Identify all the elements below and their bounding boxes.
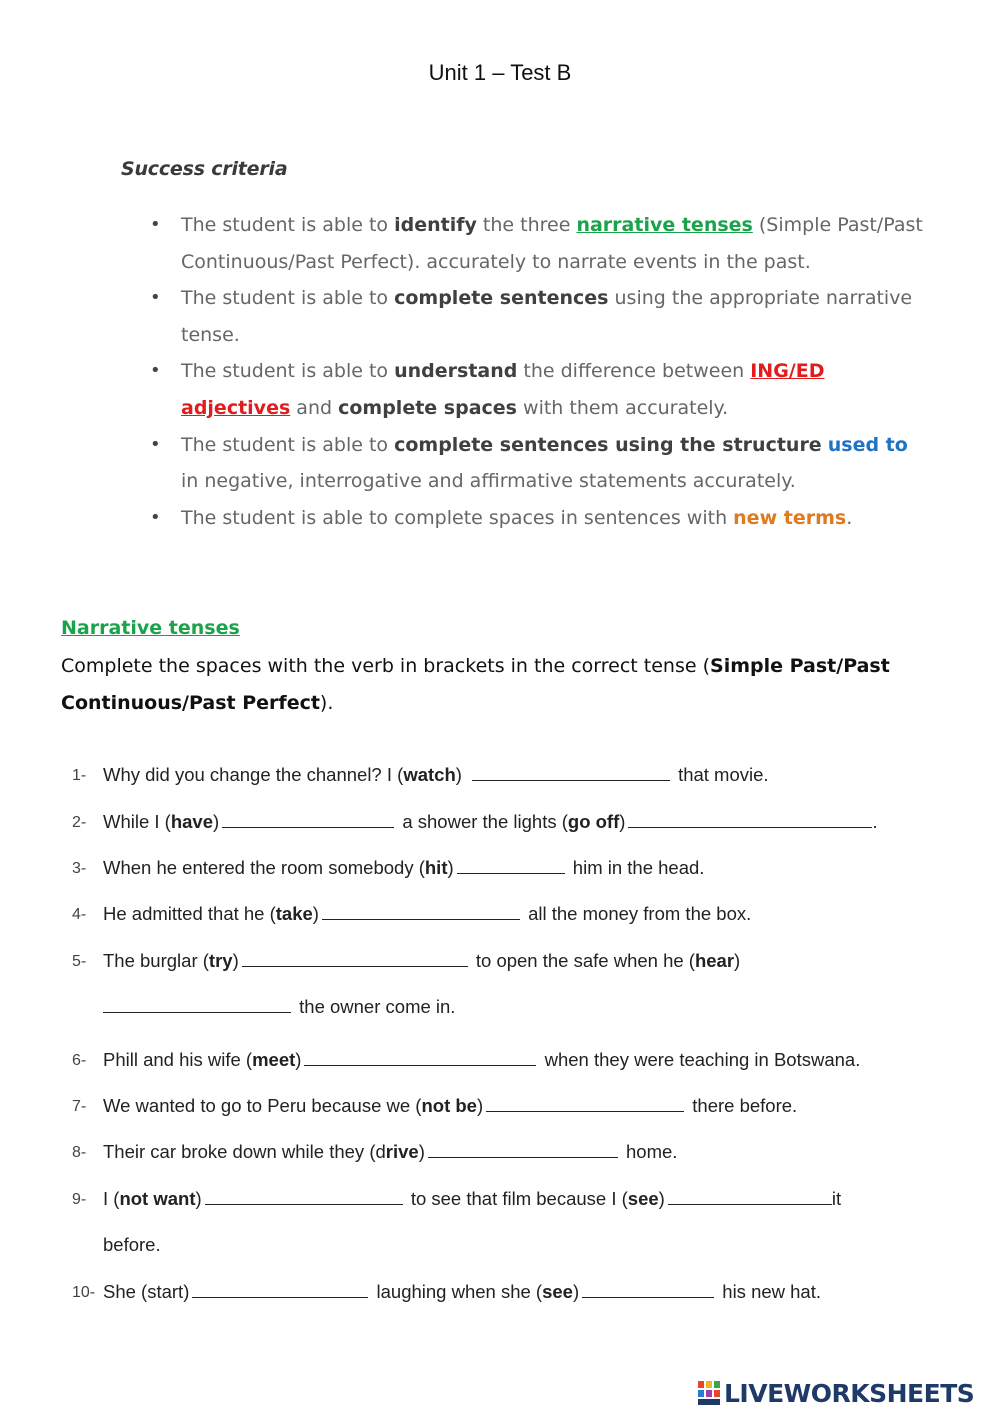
question-text: Phill and his wife (: [103, 1049, 253, 1070]
answer-blank[interactable]: [304, 1051, 536, 1066]
answer-blank[interactable]: [668, 1190, 832, 1205]
criteria-text: with them accurately.: [516, 396, 729, 419]
criteria-text: The student is able to: [181, 433, 395, 456]
answer-blank[interactable]: [428, 1143, 618, 1158]
criteria-text: The student is able to: [181, 360, 395, 383]
question-number: 10-: [72, 1284, 96, 1301]
success-criteria-list: [150, 207, 930, 536]
question-text: The burglar (: [103, 950, 209, 971]
criteria-text: .: [846, 506, 853, 529]
question-text: While I (: [103, 811, 171, 832]
question-text: his new hat.: [722, 1281, 822, 1302]
answer-blank[interactable]: [192, 1283, 368, 1298]
question-text: home.: [626, 1141, 678, 1162]
question-text: when they were teaching in Botswana.: [544, 1049, 861, 1070]
question-text: ): [195, 1188, 202, 1209]
question-text: She (start): [103, 1281, 190, 1302]
question-text: ): [295, 1049, 302, 1070]
criteria-text: and: [290, 396, 339, 419]
criteria-text: The student is able to: [181, 287, 395, 310]
question-text: there before.: [692, 1095, 798, 1116]
question-number: 4-: [72, 906, 87, 923]
answer-blank[interactable]: [628, 813, 872, 828]
question-text: ): [447, 857, 454, 878]
question-text: ): [734, 950, 741, 971]
verb: have: [170, 811, 214, 832]
used-to-term: used to: [827, 433, 908, 456]
criteria-item: [150, 207, 930, 280]
question-text: it: [831, 1188, 842, 1209]
verb: see: [627, 1188, 659, 1209]
criteria-keyword: identify: [394, 214, 477, 236]
question-text: When he entered the room somebody (: [103, 857, 425, 878]
criteria-keyword: complete sentences: [394, 287, 609, 310]
question-text: .: [872, 811, 878, 832]
answer-blank[interactable]: [486, 1097, 684, 1112]
criteria-item: [150, 500, 930, 537]
question-text: ): [232, 950, 239, 971]
answer-blank[interactable]: [242, 952, 468, 967]
question-number: 3-: [72, 860, 87, 877]
criteria-text: (Simple Past/Past Continuous/Past Perfect). accurately to narrate events in the past.: [181, 214, 923, 273]
criteria-item: [150, 280, 930, 353]
question-text: him in the head.: [572, 857, 705, 878]
question-number: 1-: [72, 767, 87, 784]
question-text: all the money from the box.: [528, 903, 752, 924]
answer-blank[interactable]: [582, 1283, 714, 1298]
verb: not want: [119, 1188, 196, 1209]
instructions-tenses: Simple Past/Past Continuous/Past Perfect: [61, 655, 890, 714]
question-text: We wanted to go to Peru because we (: [103, 1095, 422, 1116]
question-text: ): [658, 1188, 665, 1209]
instructions-text: ).: [319, 692, 334, 714]
criteria-item: [150, 353, 930, 426]
criteria-text: the three: [476, 214, 577, 236]
verb: watch: [403, 764, 456, 785]
instructions-text: Complete the spaces with the verb in brackets in the correct tense (: [61, 655, 711, 677]
answer-blank[interactable]: [472, 766, 670, 781]
section-heading: Narrative tenses: [61, 617, 240, 639]
question-text: ): [476, 1095, 484, 1116]
verb: rive: [385, 1141, 419, 1162]
question-number: 6-: [72, 1052, 87, 1069]
criteria-text: The student is able to complete spaces in sentences with: [181, 506, 734, 529]
question-text: Why did you change the channel? I (: [103, 764, 404, 785]
criteria-item: [150, 427, 930, 500]
verb: see: [542, 1281, 573, 1302]
liveworksheets-logo-icon: [697, 1380, 721, 1406]
question-text: a shower the lights (: [402, 811, 568, 832]
question-text: the owner come in.: [299, 996, 456, 1017]
question-text: to see that film because I (: [410, 1188, 628, 1209]
criteria-text: the difference between: [517, 360, 751, 383]
question-number: 5-: [72, 953, 87, 970]
verb: meet: [252, 1049, 296, 1070]
answer-blank[interactable]: [322, 905, 520, 920]
question-text: laughing when she (: [376, 1281, 543, 1302]
criteria-text: in negative, interrogative and affirmative statements accurately.: [181, 470, 796, 493]
criteria-text: The student is able to: [181, 214, 395, 236]
verb: hit: [424, 857, 448, 878]
answer-blank[interactable]: [205, 1190, 403, 1205]
question-text: ): [213, 811, 220, 832]
question-text: ): [418, 1141, 425, 1162]
ing-ed-adjectives-term: ING/ED adjectives: [181, 360, 825, 419]
question-number: 2-: [72, 814, 87, 831]
question-number: 8-: [72, 1144, 87, 1161]
question-text: ): [455, 764, 462, 785]
success-criteria-heading: Success criteria: [121, 158, 288, 180]
question-text: that movie.: [678, 764, 769, 785]
answer-blank[interactable]: [103, 998, 291, 1013]
instructions: [61, 648, 921, 722]
verb: not be: [421, 1095, 477, 1116]
question-text: He admitted that he (: [103, 903, 276, 924]
question-text: I (: [103, 1188, 120, 1209]
verb: go off: [567, 811, 620, 832]
question-text: to open the safe when he (: [475, 950, 695, 971]
question-text: before.: [103, 1234, 161, 1255]
criteria-keyword: understand: [394, 360, 518, 383]
criteria-text: using the appropriate narrative tense.: [181, 287, 913, 346]
criteria-keyword: complete spaces: [338, 396, 517, 419]
question-text: ): [572, 1281, 580, 1302]
question-text: ): [619, 811, 626, 832]
liveworksheets-logo-text: LIVEWORKSHEETS: [724, 1378, 975, 1408]
page-title: Unit 1 – Test B: [428, 60, 572, 85]
new-terms-term: new terms: [733, 506, 847, 529]
question-text: ): [312, 903, 319, 924]
verb: hear: [694, 950, 735, 971]
narrative-tenses-term: narrative tenses: [576, 214, 753, 236]
criteria-keyword: complete sentences using the structure: [394, 433, 822, 456]
verb: take: [275, 903, 313, 924]
question-number: 9-: [72, 1191, 87, 1208]
liveworksheets-logo: [697, 1378, 974, 1408]
question-number: 7-: [72, 1098, 87, 1115]
answer-blank[interactable]: [457, 859, 565, 874]
question-text: Their car broke down while they (d: [103, 1141, 386, 1162]
verb: try: [208, 950, 233, 971]
answer-blank[interactable]: [222, 813, 394, 828]
